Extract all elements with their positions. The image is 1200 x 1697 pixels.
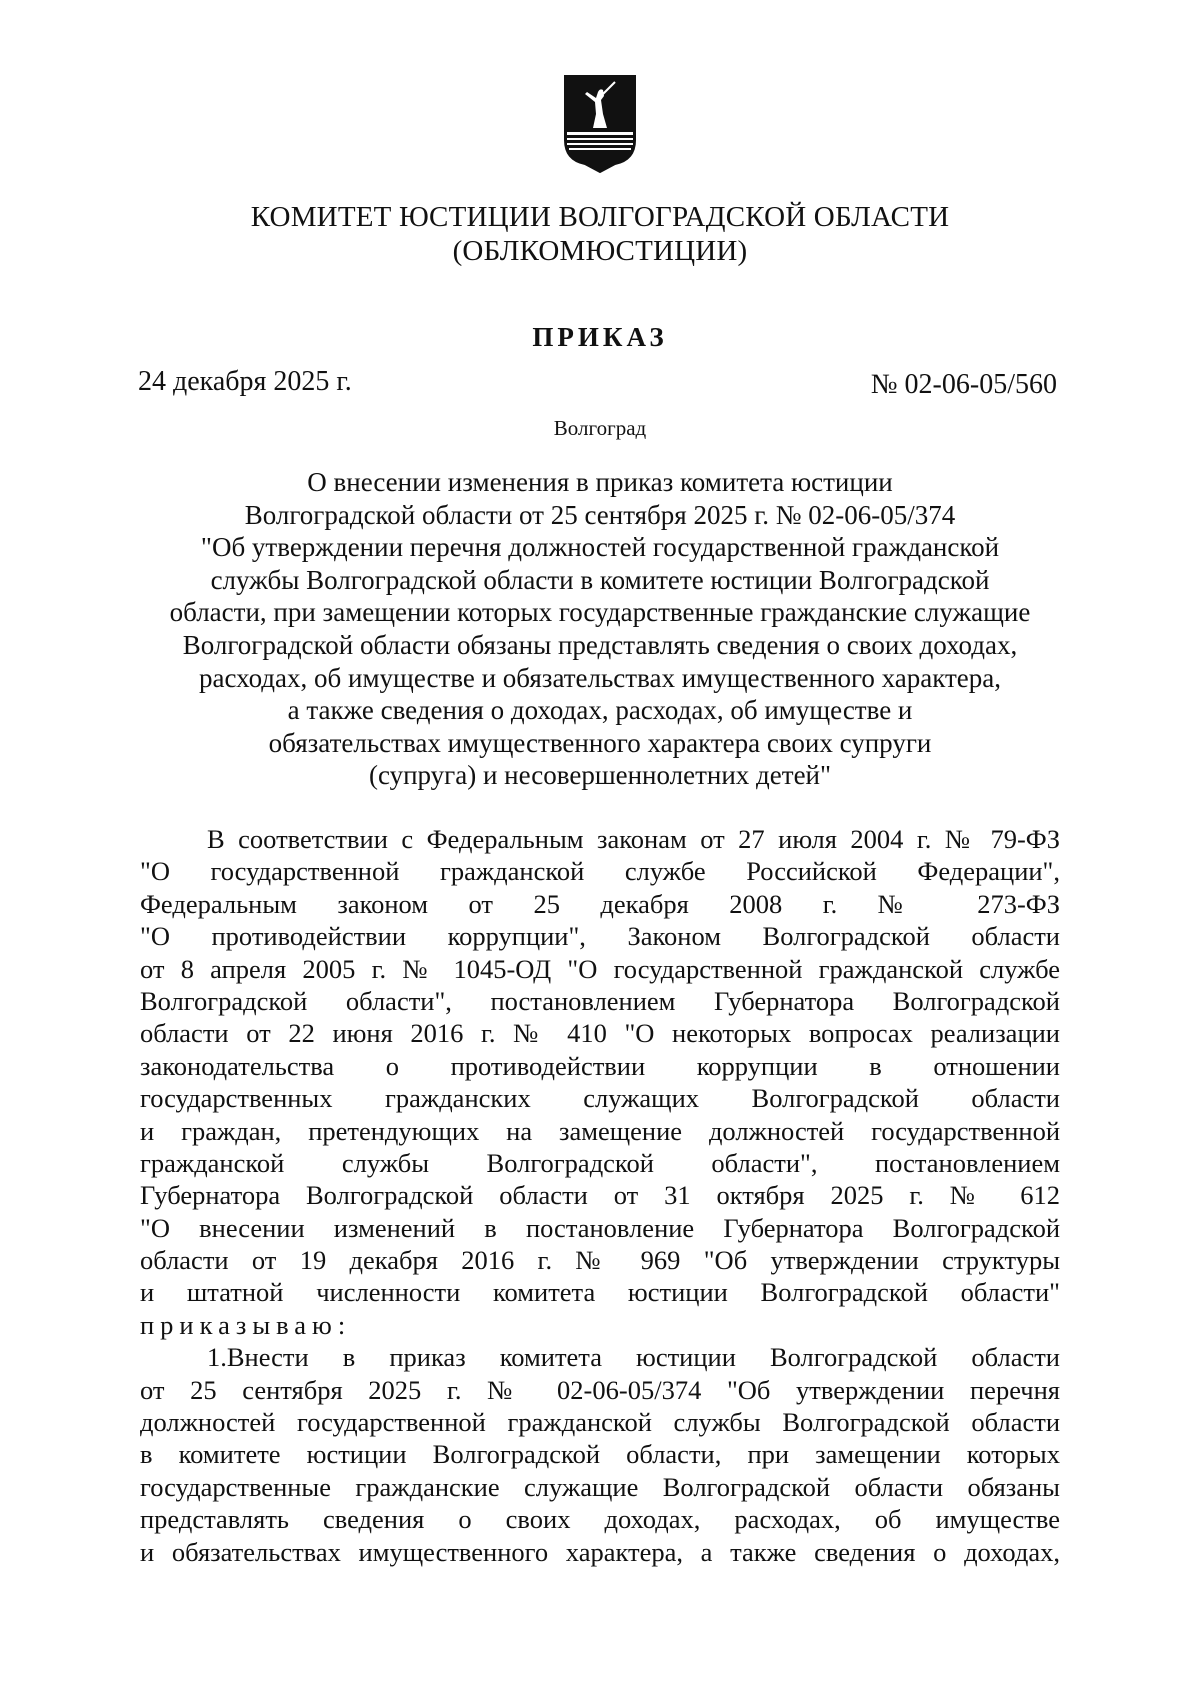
body-line: государственные гражданские служащие Волгоградской области обязаны xyxy=(140,1471,1060,1502)
body-line: законодательства о противодействии коррупции в отношении xyxy=(140,1050,1060,1081)
body-line: В соответствии с Федеральным законам от 27 июля 2004 г. № 79-ФЗ xyxy=(207,824,1060,854)
body-line: должностей государственной гражданской службы Волгоградской области xyxy=(140,1407,1060,1438)
body-line: области от 22 июня 2016 г. № 410 "О некоторых вопросах реализации xyxy=(140,1018,1060,1049)
subject-line: службы Волгоградской области в комитете юстиции Волгоградской xyxy=(210,564,990,595)
body-line: "О государственной гражданской службе Российской Федерации", xyxy=(140,856,1060,887)
body-line: государственных гражданских служащих Волгоградской области xyxy=(140,1083,1060,1114)
subject-line: Волгоградской области обязаны представлять сведения о своих доходах, xyxy=(182,629,1018,660)
body-line: от 25 сентября 2025 г. № 02-06-05/374 "Об утверждении перечня xyxy=(140,1374,1060,1405)
document-number: № 02-06-05/560 xyxy=(870,369,1057,400)
document-city: Волгоград xyxy=(553,416,647,440)
document-body xyxy=(140,823,1060,1568)
body-line: Федеральным законом от 25 декабря 2008 г. № 273-ФЗ xyxy=(140,888,1060,919)
body-line: от 8 апреля 2005 г. № 1045-ОД "О государственной гражданской службе xyxy=(140,953,1060,984)
subject-line: Волгоградской области от 25 сентября 2025 г. № 02-06-05/374 xyxy=(244,499,956,530)
body-line: в комитете юстиции Волгоградской области, при замещении которых xyxy=(140,1439,1060,1470)
body-line: представлять сведения о своих доходах, расходах, об имуществе xyxy=(140,1504,1060,1535)
body-line: и обязательствах имущественного характера, а также сведения о доходах, xyxy=(140,1536,1060,1567)
body-line: "О противодействии коррупции", Законом Волгоградской области xyxy=(140,921,1060,952)
subject-line: "Об утверждении перечня должностей государственной гражданской xyxy=(200,532,1000,563)
body-line: и штатной численности комитета юстиции Волгоградской области" xyxy=(140,1277,1060,1308)
body-line: "О внесении изменений в постановление Губернатора Волгоградской xyxy=(140,1212,1060,1243)
organization-name xyxy=(0,200,1200,268)
body-line: гражданской службы Волгоградской области", постановлением xyxy=(140,1147,1060,1178)
subject-line: О внесении изменения в приказ комитета юстиции xyxy=(307,467,893,497)
body-line: и граждан, претендующих на замещение должностей государственной xyxy=(140,1115,1060,1146)
document-date: 24 декабря 2025 г. xyxy=(138,366,352,397)
subject-line: области, при замещении которых государственные гражданские служащие xyxy=(169,597,1031,628)
body-line: Губернатора Волгоградской области от 31 октября 2025 г. № 612 xyxy=(140,1180,1060,1211)
subject-line: расходах, об имуществе и обязательствах имущественного характера, xyxy=(199,662,1001,693)
subject-line: (супруга) и несовершеннолетних детей" xyxy=(368,760,832,791)
subject-line: обязательствах имущественного характера своих супруги xyxy=(268,727,932,758)
body-line: области от 19 декабря 2016 г. № 969 "Об утверждении структуры xyxy=(140,1245,1060,1276)
document-type: ПРИКАЗ xyxy=(532,322,668,352)
volgograd-emblem-icon xyxy=(563,74,637,174)
organization-name-line1: КОМИТЕТ ЮСТИЦИИ ВОЛГОГРАДСКОЙ ОБЛАСТИ xyxy=(250,201,950,233)
body-line: 1.Внести в приказ комитета юстиции Волгоградской области xyxy=(207,1342,1060,1373)
subject-line: а также сведения о доходах, расходах, об имуществе и xyxy=(287,695,913,726)
document-subject xyxy=(0,466,1200,792)
body-line: Волгоградской области", постановлением Губернатора Волгоградской xyxy=(140,985,1060,1016)
organization-name-line2: (ОБЛКОМЮСТИЦИИ) xyxy=(452,235,748,267)
order-word: приказываю: xyxy=(140,1309,352,1340)
